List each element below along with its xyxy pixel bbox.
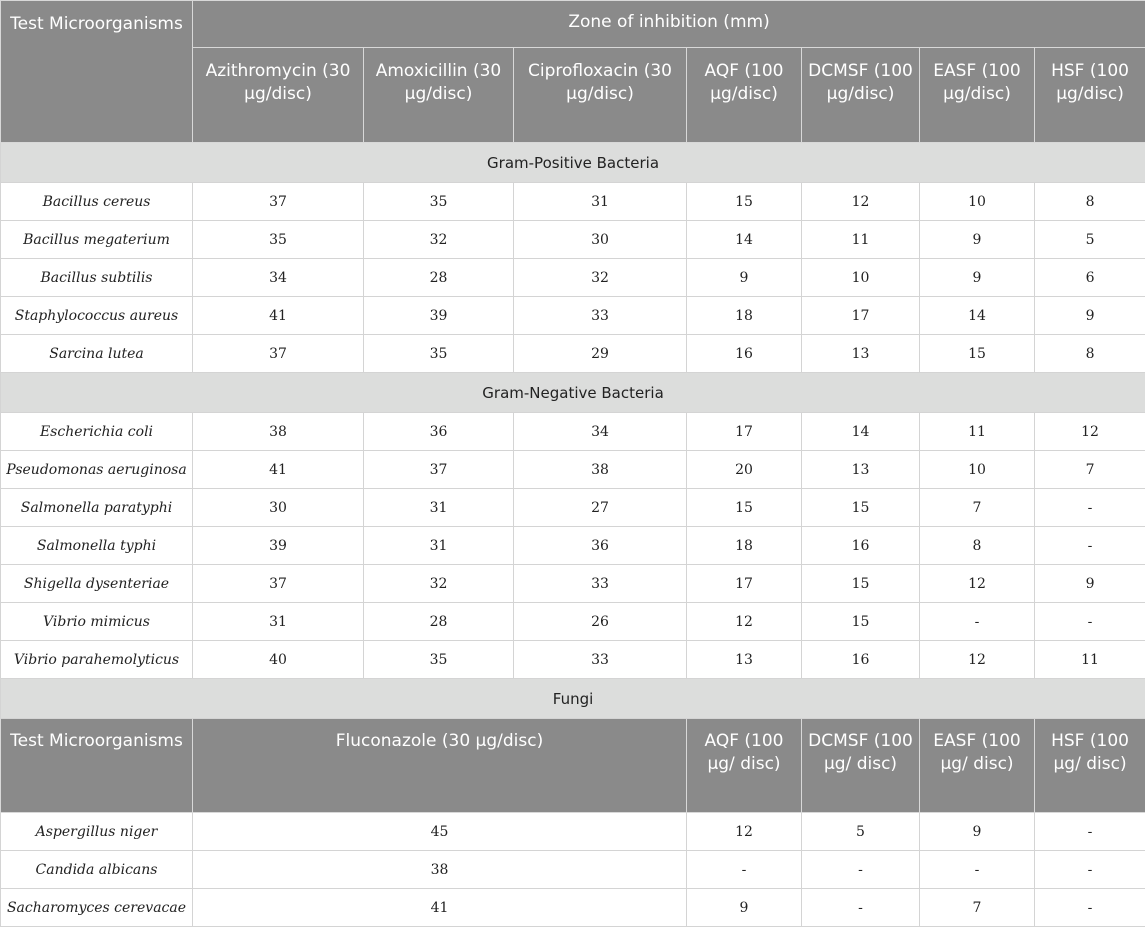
zone-value: 28: [364, 603, 514, 641]
zone-value: 18: [687, 297, 802, 335]
fungi-rows: [1, 813, 1145, 927]
zone-value: 12: [687, 603, 802, 641]
column-header: AQF (100 µg/disc): [687, 48, 802, 143]
zone-value: -: [920, 851, 1035, 889]
table-row: [1, 489, 1145, 527]
zone-value: 14: [802, 413, 920, 451]
organism-name: Bacillus megaterium: [1, 221, 193, 259]
section-label: Gram-Negative Bacteria: [1, 373, 1145, 413]
test-microorganisms-header: Test Microorganisms: [1, 1, 193, 143]
zone-value: 41: [193, 297, 364, 335]
column-header: EASF (100 µg/ disc): [920, 719, 1035, 813]
zone-value: 36: [364, 413, 514, 451]
organism-name: Shigella dysenteriae: [1, 565, 193, 603]
zone-value: 9: [687, 889, 802, 927]
zone-value: 34: [193, 259, 364, 297]
zone-value: 39: [364, 297, 514, 335]
zone-value: 18: [687, 527, 802, 565]
table-row: [1, 851, 1145, 889]
column-header: Azithromycin (30 µg/disc): [193, 48, 364, 143]
section-label: Fungi: [1, 679, 1145, 719]
zone-value: 34: [514, 413, 687, 451]
zone-value: 26: [514, 603, 687, 641]
section-row-fungi: [1, 679, 1145, 719]
organism-name: Sacharomyces cerevacae: [1, 889, 193, 927]
header-row-top: [1, 1, 1145, 48]
column-header: AQF (100 µg/ disc): [687, 719, 802, 813]
zone-value: 15: [802, 603, 920, 641]
organism-name: Staphylococcus aureus: [1, 297, 193, 335]
zone-value: 11: [920, 413, 1035, 451]
column-header: HSF (100 µg/disc): [1035, 48, 1145, 143]
zone-value: -: [1035, 813, 1145, 851]
section-label: Gram-Positive Bacteria: [1, 143, 1145, 183]
table-row: [1, 451, 1145, 489]
zone-value: 13: [687, 641, 802, 679]
zone-value: 14: [920, 297, 1035, 335]
zone-value: 16: [802, 641, 920, 679]
zone-value: 9: [1035, 565, 1145, 603]
organism-name: Vibrio mimicus: [1, 603, 193, 641]
zone-value: 8: [1035, 335, 1145, 373]
zone-value: 5: [802, 813, 920, 851]
zone-value: -: [1035, 489, 1145, 527]
zone-value: 6: [1035, 259, 1145, 297]
zone-value: 15: [802, 489, 920, 527]
section-row-gram-positive: [1, 143, 1145, 183]
zone-value: 20: [687, 451, 802, 489]
table-row: [1, 335, 1145, 373]
zone-value: 37: [193, 183, 364, 221]
zone-value: 41: [193, 889, 687, 927]
table-row: [1, 641, 1145, 679]
zone-value: 7: [920, 889, 1035, 927]
zone-value: 38: [193, 851, 687, 889]
zone-value: 27: [514, 489, 687, 527]
zone-value: 31: [514, 183, 687, 221]
table-row: [1, 183, 1145, 221]
organism-name: Escherichia coli: [1, 413, 193, 451]
section-row-gram-negative: [1, 373, 1145, 413]
organism-name: Pseudomonas aeruginosa: [1, 451, 193, 489]
zone-value: 17: [687, 413, 802, 451]
zone-value: 16: [687, 335, 802, 373]
zone-value: 11: [1035, 641, 1145, 679]
zone-value: -: [1035, 527, 1145, 565]
zone-value: 15: [920, 335, 1035, 373]
zone-value: 12: [802, 183, 920, 221]
table-row: [1, 813, 1145, 851]
table-row: [1, 221, 1145, 259]
zone-value: 32: [514, 259, 687, 297]
zone-value: 9: [920, 259, 1035, 297]
zone-value: 38: [193, 413, 364, 451]
organism-name: Salmonella typhi: [1, 527, 193, 565]
table-row: [1, 297, 1145, 335]
zone-value: -: [1035, 603, 1145, 641]
zone-value: 33: [514, 565, 687, 603]
zone-value: 37: [364, 451, 514, 489]
zone-value: 30: [514, 221, 687, 259]
zone-value: 10: [920, 451, 1035, 489]
column-header: Ciprofloxacin (30 µg/disc): [514, 48, 687, 143]
zone-value: 41: [193, 451, 364, 489]
table-row: [1, 565, 1145, 603]
column-header: EASF (100 µg/disc): [920, 48, 1035, 143]
zone-value: 9: [920, 813, 1035, 851]
zone-value: 32: [364, 221, 514, 259]
zone-value: -: [687, 851, 802, 889]
zone-value: 9: [687, 259, 802, 297]
gram-negative-rows: [1, 413, 1145, 679]
zone-value: 36: [514, 527, 687, 565]
zone-value: 13: [802, 451, 920, 489]
zone-value: 35: [364, 641, 514, 679]
zone-value: -: [1035, 889, 1145, 927]
zone-value: -: [802, 851, 920, 889]
table-row: [1, 259, 1145, 297]
zone-value: -: [920, 603, 1035, 641]
column-header: Amoxicillin (30 µg/disc): [364, 48, 514, 143]
zone-value: 17: [687, 565, 802, 603]
zone-value: 14: [687, 221, 802, 259]
zone-value: 8: [1035, 183, 1145, 221]
zone-value: 15: [687, 489, 802, 527]
organism-name: Aspergillus niger: [1, 813, 193, 851]
zone-value: 39: [193, 527, 364, 565]
zone-value: 7: [920, 489, 1035, 527]
organism-name: Salmonella paratyphi: [1, 489, 193, 527]
column-header: HSF (100 µg/ disc): [1035, 719, 1145, 813]
zone-value: 35: [364, 335, 514, 373]
gram-positive-rows: [1, 183, 1145, 373]
zone-value: 12: [920, 565, 1035, 603]
zone-value: 32: [364, 565, 514, 603]
zone-value: 33: [514, 297, 687, 335]
zone-value: 31: [364, 489, 514, 527]
zone-value: 31: [193, 603, 364, 641]
zone-value: 9: [920, 221, 1035, 259]
zone-value: 12: [1035, 413, 1145, 451]
zone-value: 10: [802, 259, 920, 297]
zone-value: 17: [802, 297, 920, 335]
organism-name: Candida albicans: [1, 851, 193, 889]
zone-value: 29: [514, 335, 687, 373]
zone-value: -: [802, 889, 920, 927]
column-header: DCMSF (100 µg/disc): [802, 48, 920, 143]
zone-value: 28: [364, 259, 514, 297]
fungi-header-row: [1, 719, 1145, 813]
zone-value: 12: [920, 641, 1035, 679]
table-row: [1, 527, 1145, 565]
zone-value: 11: [802, 221, 920, 259]
zone-value: 16: [802, 527, 920, 565]
zone-value: 40: [193, 641, 364, 679]
table-row: [1, 889, 1145, 927]
zone-value: 38: [514, 451, 687, 489]
zone-value: 37: [193, 565, 364, 603]
zone-value: 33: [514, 641, 687, 679]
organism-name: Bacillus subtilis: [1, 259, 193, 297]
zone-value: 15: [802, 565, 920, 603]
zone-value: 35: [364, 183, 514, 221]
zone-value: 30: [193, 489, 364, 527]
zone-value: 10: [920, 183, 1035, 221]
zone-value: 15: [687, 183, 802, 221]
zone-value: 8: [920, 527, 1035, 565]
table-row: [1, 603, 1145, 641]
zone-value: 37: [193, 335, 364, 373]
column-header: DCMSF (100 µg/ disc): [802, 719, 920, 813]
zone-value: 5: [1035, 221, 1145, 259]
zone-value: 35: [193, 221, 364, 259]
zone-value: -: [1035, 851, 1145, 889]
organism-name: Vibrio parahemolyticus: [1, 641, 193, 679]
zone-value: 45: [193, 813, 687, 851]
zone-of-inhibition-header: Zone of inhibition (mm): [193, 1, 1145, 48]
table-row: [1, 413, 1145, 451]
fungi-test-microorganisms-header: Test Microorganisms: [1, 719, 193, 813]
zone-value: 12: [687, 813, 802, 851]
fluconazole-header: Fluconazole (30 µg/disc): [193, 719, 687, 813]
zone-value: 9: [1035, 297, 1145, 335]
organism-name: Sarcina lutea: [1, 335, 193, 373]
organism-name: Bacillus cereus: [1, 183, 193, 221]
zone-value: 7: [1035, 451, 1145, 489]
zone-value: 13: [802, 335, 920, 373]
zone-value: 31: [364, 527, 514, 565]
